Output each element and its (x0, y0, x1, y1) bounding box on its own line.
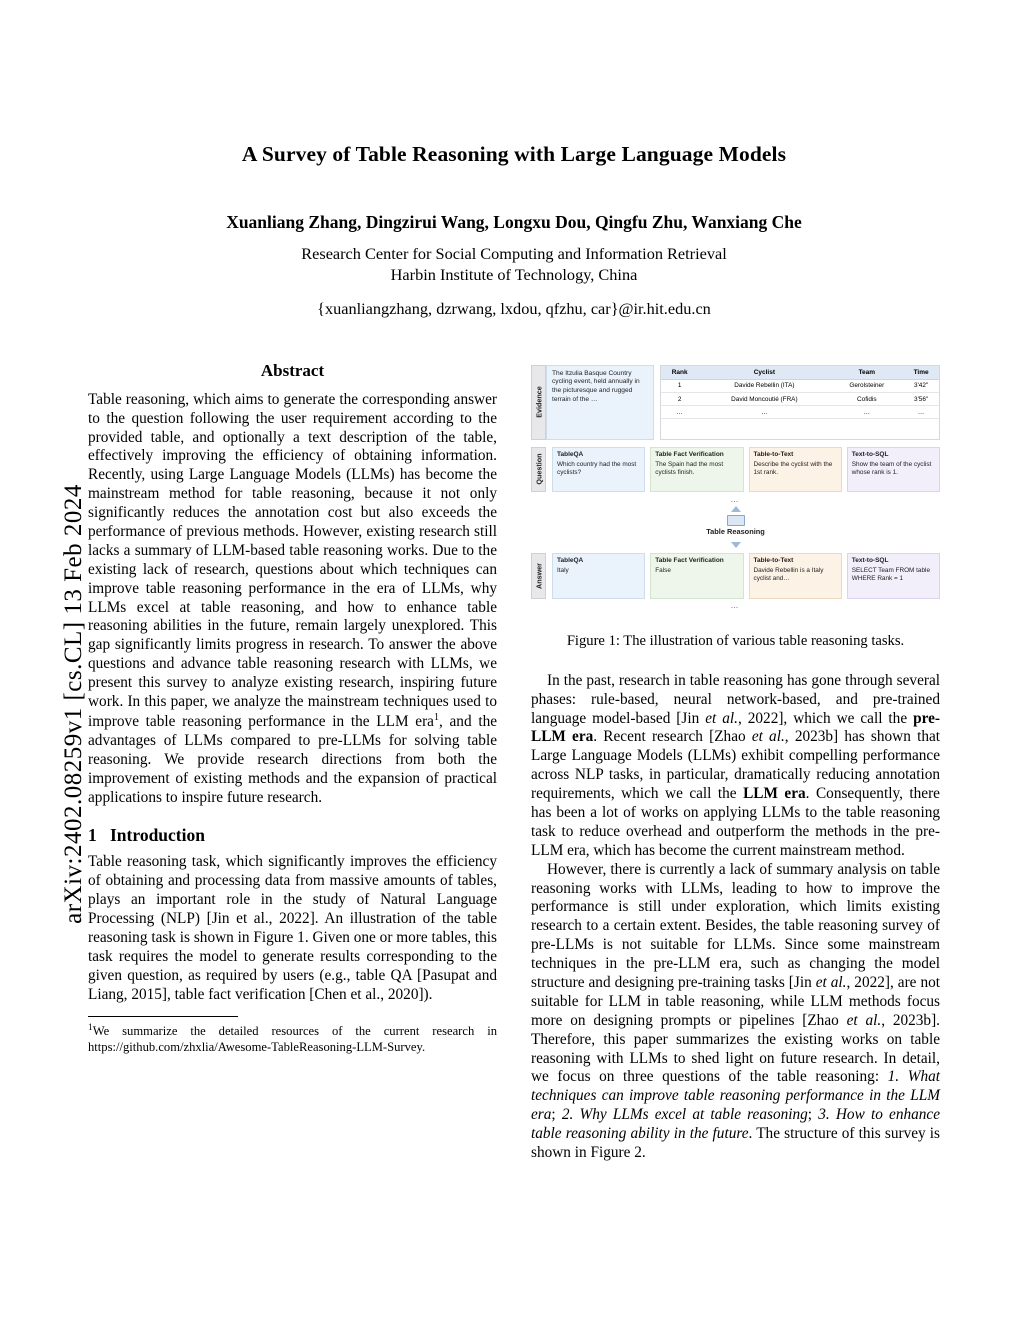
table-cell: 3'56" (903, 392, 939, 405)
abstract-text-main: Table reasoning, which aims to generate the corresponding answer to the question following the user requirement according to the provided table, and optionally a text description of the table, effectively improving the efficiency of obtaining information. Recently, using Large Language Models (LLMs) has become the mainstream method for table reasoning, because it not only significantly reduces the annotation cost but also exceeds the performance of previous methods. However, existing research still lacks a summary of LLM-based table reasoning works. Due to the existing lack of research, questions about which techniques can improve table reasoning performance in the era of LLMs, why LLMs excel at table reasoning, and how to enhance table reasoning abilities in the future, remain largely unexplored. This gap significantly limits progress in research. To answer the above questions and advance table reasoning research with LLMs, we present this survey to analyze existing research, inspiring future work. In this paper, we analyze the mainstream techniques used to improve table reasoning performance in the LLM era (88, 390, 497, 730)
question-card-title: Table-to-Text (753, 450, 794, 458)
two-column-body (88, 361, 940, 1163)
rp1-s2: , 2022], which we call the (737, 709, 914, 727)
answer-card-tableqa (552, 553, 645, 599)
table-header-row (661, 366, 939, 380)
question-card-fact-verification (650, 447, 743, 492)
paper-content (88, 0, 940, 1163)
intro-paragraph-1: Table reasoning task, which significantly improves the efficiency of obtaining and processing data from massive amounts of tables, plays an important role in the study of Natural Language Processing (NLP) [Jin et al., 2022]. An illustration of the table reasoning task is shown in Figure 1. Given one or more tables, this task requires the model to generate results corresponding to the given question, as required by users (e.g., table QA [Pasupat and Liang, 2015], table fact verification [Chen et al., 2020]). (88, 853, 497, 1003)
question-card-text-to-sql (847, 447, 940, 492)
answer-card-title: Text-to-SQL (851, 556, 889, 564)
rp1-s3: . Recent research [Zhao (593, 728, 752, 746)
answer-band-body (546, 553, 940, 599)
answer-card-table-to-text (749, 553, 842, 599)
answer-card-text: False (655, 567, 671, 575)
table-cell: Cofidis (830, 392, 903, 405)
footnote-marker: 1 (88, 1022, 93, 1033)
section-number: 1 (88, 825, 97, 846)
question-card-tableqa (552, 447, 645, 492)
reasoning-arrow-up (531, 506, 940, 512)
section-title: Introduction (110, 825, 205, 846)
answer-card-title: Table-to-Text (753, 556, 794, 564)
table-row (661, 406, 939, 419)
table-header-cell: Cyclist (698, 366, 830, 380)
rp2-s1: However, there is currently a lack of summary analysis on table reasoning works with LLMs, leading to how to improve the performance is still under exploration, which limits existing research to a certain extent. Besides, the table reasoning survey of pre-LLMs is not suitable for LLMs. Since some mainstream techniques in the pre-LLM era, such as changing the model structure and designing pre-training tasks [Jin (531, 860, 940, 991)
rp2-i4: 2. Why LLMs excel at table reasoning (561, 1106, 808, 1124)
arrow-down-icon (731, 542, 741, 548)
rp2-s2: , 2022], are not suitable for LLM in table reasoning, while LLM methods focus more on designing prompts or pipelines [Zhao (531, 973, 940, 1029)
arxiv-stamp: arXiv:2402.08259v1 [cs.CL] 13 Feb 2024 (60, 484, 87, 924)
evidence-table (660, 365, 940, 440)
question-card-text: Describe the cyclist with the 1st rank. (753, 461, 833, 477)
table-cell: David Moncoutié (FRA) (698, 392, 830, 405)
rp1-s1: In the past, research in table reasoning has gone through several phases: rule-based, neural network-based, and pre-trained language model-based [Jin (531, 671, 940, 727)
answer-card-text: Italy (557, 567, 569, 575)
rp2-s3: , 2023b]. Therefore, this paper summarizes the existing works on table reasoning with LLMs to shed light on future research. In detail, we focus on three questions of the table reasoning: (531, 1011, 940, 1086)
table-cell: … (830, 406, 903, 419)
rp2-i5: 3. How to enhance table reasoning ability in the future (531, 1106, 940, 1143)
evidence-band-body (546, 365, 940, 440)
table-cell: 2 (661, 392, 698, 405)
right-paragraph-2 (531, 861, 940, 1163)
affiliation (88, 244, 940, 286)
page-title: A Survey of Table Reasoning with Large Language Models (241, 142, 787, 166)
question-card-text: The Spain had the most cyclists finish. (655, 461, 724, 477)
answer-card-title: Table Fact Verification (655, 556, 724, 564)
rp2-i2: et al. (846, 1011, 882, 1029)
rp1-s4: , 2023b] has shown that Large Language Models (LLMs) exhibit compelling performance across NLP tasks, in particular, dramatically reducing annotation requirements, which we call the (531, 728, 941, 803)
author-list: Xuanliang Zhang, Dingzirui Wang, Longxu Dou, Qingfu Zhu, Wanxiang Che (226, 212, 802, 232)
question-card-table-to-text (749, 447, 842, 492)
table-row (661, 392, 939, 405)
right-paragraph-1 (531, 672, 940, 861)
footnote-divider (88, 1016, 238, 1017)
figure-1-caption: Figure 1: The illustration of various table reasoning tasks. (566, 632, 905, 649)
rp1-i2: et al. (751, 728, 785, 746)
evidence-band-label (531, 365, 546, 440)
answer-card-title: TableQA (557, 556, 584, 564)
question-band-body (546, 447, 940, 492)
question-card-text: Show the team of the cyclist whose rank is 1. (851, 461, 932, 477)
evidence-label-text: Evidence (534, 386, 543, 418)
question-ellipsis: … (730, 494, 741, 504)
rp2-s6: . The structure of this survey is shown in Figure 2. (531, 1125, 940, 1161)
question-card-title: TableQA (557, 450, 584, 458)
question-band-label (531, 447, 546, 492)
question-card-title: Text-to-SQL (851, 450, 889, 458)
table-reasoning-node (531, 515, 940, 536)
figure-1 (531, 361, 940, 616)
answer-band-label (531, 553, 546, 599)
rp2-i1: et al. (815, 973, 847, 991)
rp2-s5: ; (807, 1106, 819, 1124)
author-emails: {xuanliangzhang, dzrwang, lxdou, qfzhu, car}@ir.hit.edu.cn (317, 298, 711, 318)
table-cell: Gerolsteiner (830, 379, 903, 392)
table-cell: 1 (661, 379, 698, 392)
question-label-text: Question (534, 453, 543, 485)
rp1-b2: LLM era (743, 785, 806, 803)
left-column (88, 361, 497, 1163)
table-reasoning-label: Table Reasoning (706, 526, 765, 536)
question-card-text: Which country had the most cyclists? (557, 461, 637, 477)
answer-card-text: Davide Rebellin is a Italy cyclist and… (753, 567, 824, 583)
footnote-text (88, 1022, 497, 1056)
table-cell: 3'42" (903, 379, 939, 392)
figure-question-band (531, 447, 940, 492)
table-cell: … (661, 406, 698, 419)
affiliation-line-1: Research Center for Social Computing and Information Retrieval (301, 244, 727, 263)
model-icon (727, 515, 745, 526)
table-header-cell: Team (830, 366, 903, 380)
rp2-s4: ; (551, 1106, 562, 1124)
evidence-passage: The Itzulia Basque Country cycling event, held annually in the picturesque and rugged terrain of the … (546, 365, 654, 440)
table-cell: … (698, 406, 830, 419)
abstract-heading: Abstract (260, 360, 325, 380)
arrow-up-icon (731, 506, 741, 512)
abstract-footnote-marker: 1 (433, 711, 439, 723)
rp1-b1: pre-LLM era (531, 709, 940, 746)
footnote-body: We summarize the detailed resources of the current research in https://github.com/zhxlia/Awesome-TableReasoning-LLM-Survey. (88, 1023, 497, 1054)
figure-answer-band (531, 553, 940, 599)
table-row (661, 379, 939, 392)
table-header-cell: Time (903, 366, 939, 380)
right-column (531, 361, 940, 1163)
table-cell: Davide Rebellin (ITA) (698, 379, 830, 392)
answer-card-text-to-sql (847, 553, 940, 599)
answer-label-text: Answer (534, 562, 543, 589)
rp1-s5: . Consequently, there has been a lot of works on applying LLMs to the table reasoning task to reduce overhead and outperform the methods in the pre-LLM era, which has become the current mainstream method. (531, 785, 940, 859)
rp1-i1: et al. (705, 709, 738, 727)
answer-card-text: SELECT Team FROM table WHERE Rank = 1 (851, 567, 931, 583)
abstract-text (88, 391, 497, 808)
abstract-text-tail: , and the advantages of LLMs compared to pre-LLMs for solving table reasoning. We provide research directions from both the improvement of existing methods and the expansion of practical applications to inspire future research. (88, 712, 498, 806)
affiliation-line-2: Harbin Institute of Technology, China (390, 264, 638, 284)
table-cell: … (903, 406, 939, 419)
table-header-cell: Rank (661, 366, 698, 380)
answer-card-fact-verification (650, 553, 743, 599)
section-heading-introduction (88, 825, 497, 846)
answer-ellipsis: … (730, 600, 741, 610)
reasoning-arrow-down (531, 542, 940, 548)
question-card-title: Table Fact Verification (655, 450, 724, 458)
figure-evidence-band (531, 365, 940, 440)
rp2-i3: 1. What techniques can improve table reasoning performance in the LLM era (531, 1068, 940, 1124)
